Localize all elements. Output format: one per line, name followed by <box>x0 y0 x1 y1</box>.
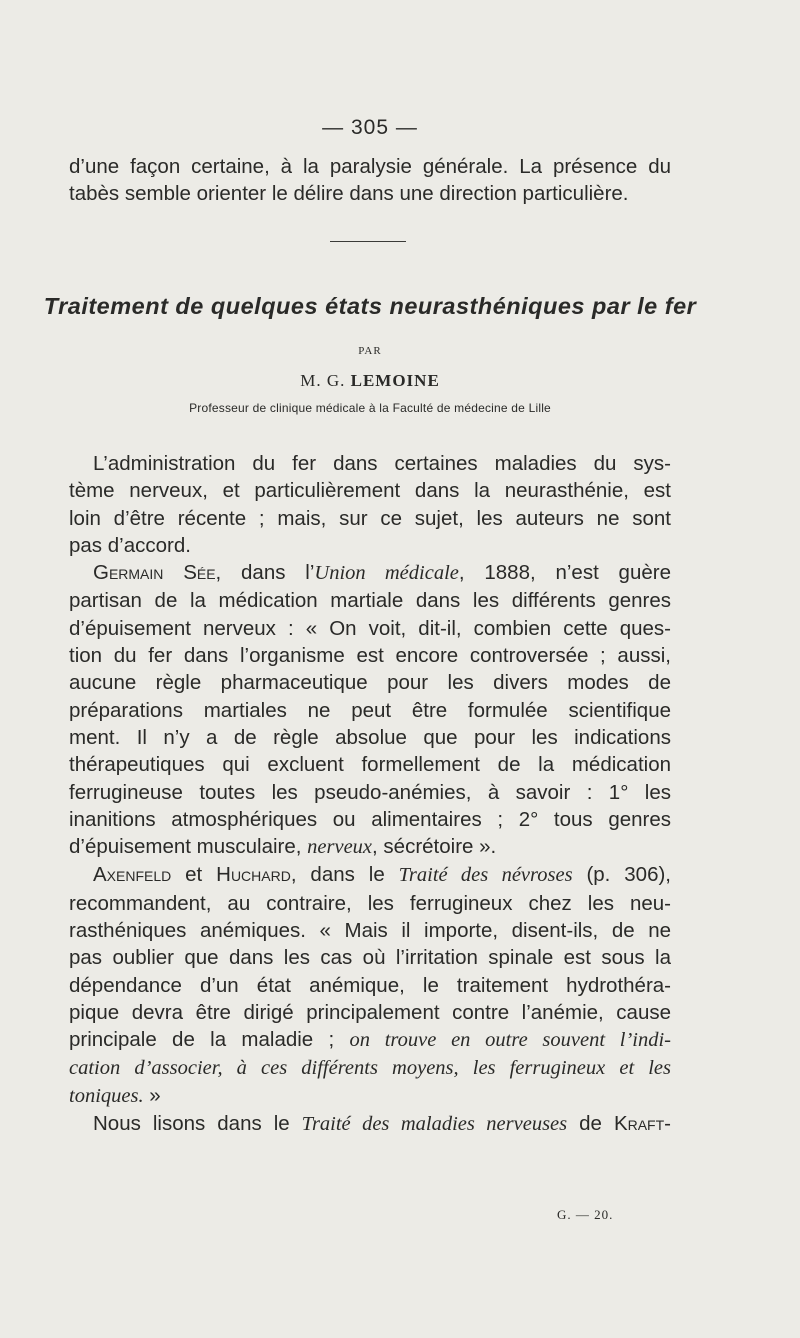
text-line <box>69 1082 671 1110</box>
cited-author: Huchard <box>216 863 291 887</box>
text-fragment: (p. 306), <box>572 863 671 887</box>
text-fragment: , dans le <box>290 863 399 887</box>
text-line <box>69 833 671 861</box>
printer-signature: G. — 20. <box>557 1207 614 1222</box>
text-fragment: de <box>567 1112 614 1136</box>
text-line: partisan de la médication martiale dans les différents genres <box>69 589 671 613</box>
italic-quote: toniques. <box>69 1084 144 1107</box>
text-line: pas d’accord. <box>69 533 191 557</box>
text-line: dépendance d’un état anémique, le traitement hydrothéra- <box>69 973 671 997</box>
cited-author: Kraft- <box>613 1112 671 1136</box>
author-name <box>0 371 740 391</box>
text-line: d’une façon certaine, à la paralysie générale. La présence du <box>69 155 671 178</box>
text-fragment: et <box>171 863 217 887</box>
text-line: d’épuisement nerveux : « On voit, dit-il, combien cette ques- <box>69 616 671 640</box>
text-fragment: , sécrétoire ». <box>372 835 497 859</box>
text-fragment: , 1888, n’est guère <box>458 561 671 585</box>
article-body <box>69 450 671 1138</box>
text-line <box>69 559 671 587</box>
section-divider <box>330 241 406 242</box>
italic-word: nerveux <box>307 836 373 859</box>
page-number: — 305 — <box>322 116 418 139</box>
cited-book: Traité des maladies nerveuses <box>301 1113 568 1136</box>
text-line: thérapeutiques qui excluent formellement de la médication <box>69 753 671 777</box>
text-line <box>69 861 671 889</box>
text-line: inanitions atmosphériques ou alimentaires ; 2° tous genres <box>69 807 671 831</box>
text-line <box>69 1026 671 1054</box>
text-fragment: d’épuisement musculaire, <box>69 835 308 859</box>
italic-quote: on trouve en outre souvent l’indi- <box>349 1029 671 1052</box>
text-line: préparations martiales ne peut être formulée scientifique <box>69 698 671 722</box>
article-title: Traitement de quelques états neurasthéniques par le fer <box>43 293 697 319</box>
byline-par: PAR <box>358 345 382 357</box>
text-line: cation d’associer, à ces différents moyens, les ferrugineux et les <box>69 1056 671 1079</box>
text-fragment: , dans l’ <box>215 561 315 585</box>
author-surname: LEMOINE <box>350 371 440 390</box>
cited-journal: Union médicale <box>314 562 459 585</box>
text-line: pas oublier que dans les cas où l’irritation spinale est sous la <box>69 946 671 970</box>
text-line: L’administration du fer dans certaines maladies du sys- <box>93 452 671 475</box>
text-line: rasthéniques anémiques. « Mais il importe, disent-ils, de ne <box>69 919 671 943</box>
cited-author: Axenfeld <box>93 863 172 887</box>
text-line: aucune règle pharmaceutique pour les divers modes de <box>69 671 671 695</box>
author-initials: M. G. <box>300 371 346 390</box>
author-affiliation: Professeur de clinique médicale à la Faculté de médecine de Lille <box>189 401 551 415</box>
text-fragment: Nous lisons dans le <box>93 1112 302 1136</box>
text-line: loin d’être récente ; mais, sur ce sujet, les auteurs ne sont <box>69 506 671 530</box>
text-line: pique devra être dirigé principalement contre l’anémie, cause <box>69 1000 671 1024</box>
text-line: tion du fer dans l’organisme est encore controversée ; aussi, <box>69 644 671 668</box>
intro-paragraph <box>69 153 671 208</box>
text-line: ment. Il n’y a de règle absolue que pour les indications <box>69 725 671 749</box>
cited-book: Traité des névroses <box>398 864 573 887</box>
text-fragment: » <box>143 1083 161 1107</box>
text-line <box>69 1110 671 1138</box>
text-line: ferrugineuse toutes les pseudo-anémies, à savoir : 1° les <box>69 780 671 804</box>
text-line: tème nerveux, et particulièrement dans la neurasthénie, est <box>69 479 671 503</box>
cited-author: Germain Sée <box>93 561 216 585</box>
text-fragment: principale de la maladie ; <box>69 1028 350 1052</box>
text-line: tabès semble orienter le délire dans une direction particulière. <box>69 182 629 206</box>
text-line: recommandent, au contraire, les ferrugineux chez les neu- <box>69 891 671 915</box>
